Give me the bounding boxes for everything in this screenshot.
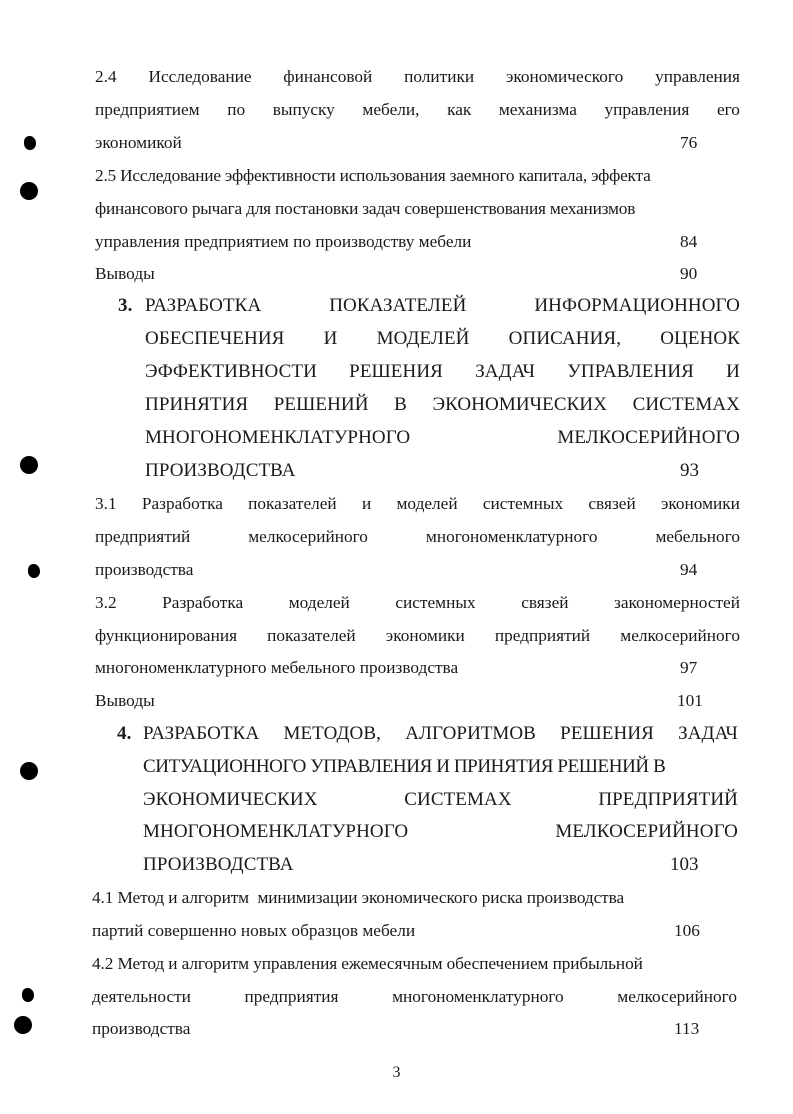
toc-entry-2-4-line1 xyxy=(95,60,740,93)
binder-hole xyxy=(20,182,38,200)
chapter-3-title-line1 xyxy=(145,289,740,322)
toc-word: управления xyxy=(655,67,740,86)
binder-mark xyxy=(28,564,40,578)
toc-word: мелкосерийного xyxy=(620,626,740,645)
toc-word: РАЗРАБОТКА xyxy=(145,295,262,316)
toc-entry-2-4-line3: экономикой xyxy=(95,133,182,152)
toc-word: ПРЕДПРИЯТИЙ xyxy=(598,789,738,810)
toc-word: многономенклатурного xyxy=(392,987,564,1006)
toc-word: ЭКОНОМИЧЕСКИХ xyxy=(432,394,608,415)
toc-word: механизма xyxy=(498,100,577,119)
chapter-3-title-line5 xyxy=(145,421,740,454)
chapter-4-title-line5: ПРОИЗВОДСТВА xyxy=(143,854,294,875)
toc-page-number: 97 xyxy=(680,658,698,677)
binder-mark xyxy=(24,136,36,150)
toc-word: ПРИНЯТИЯ xyxy=(145,394,249,415)
toc-word: МНОГОНОМЕНКЛАТУРНОГО xyxy=(143,821,409,842)
toc-word: финансовой xyxy=(283,67,373,86)
toc-word: И xyxy=(323,328,338,349)
toc-word: АЛГОРИТМОВ xyxy=(405,723,536,744)
toc-word: Разработка xyxy=(141,494,223,513)
toc-word: МЕЛКОСЕРИЙНОГО xyxy=(557,427,740,448)
toc-entry-4-2-line2 xyxy=(92,980,737,1013)
chapter-3-title-line2 xyxy=(145,322,740,355)
toc-word: ОБЕСПЕЧЕНИЯ xyxy=(145,328,285,349)
toc-word: МЕТОДОВ, xyxy=(283,723,381,744)
chapter-4-title-line2: СИТУАЦИОННОГО УПРАВЛЕНИЯ И ПРИНЯТИЯ РЕШЕНИЙ В xyxy=(143,756,666,777)
toc-entry-3-1-line1 xyxy=(95,487,740,520)
toc-word: деятельности xyxy=(92,987,191,1006)
toc-page-number: 84 xyxy=(680,232,698,251)
toc-word: РЕШЕНИЯ xyxy=(560,723,654,744)
toc-word: показателей xyxy=(248,494,337,513)
toc-word: ОЦЕНОК xyxy=(660,328,740,349)
toc-word: РАЗРАБОТКА xyxy=(143,723,260,744)
toc-entry-3-2-line3: многономенклатурного мебельного производства xyxy=(95,658,459,677)
toc-word: МЕЛКОСЕРИЙНОГО xyxy=(555,821,738,842)
toc-word: 2.4 xyxy=(95,67,117,86)
toc-word: мелкосерийного xyxy=(248,527,368,546)
toc-word: экономического xyxy=(505,67,624,86)
toc-word: функционирования xyxy=(95,626,238,645)
toc-entry-4-2-line1: 4.2 Метод и алгоритм управления ежемесячным обеспечением прибыльной xyxy=(92,954,643,973)
toc-word: МНОГОНОМЕНКЛАТУРНОГО xyxy=(145,427,411,448)
chapter-3-title-line4 xyxy=(145,388,740,421)
binder-hole xyxy=(20,456,38,474)
toc-word: СИСТЕМАХ xyxy=(404,789,512,810)
toc-word: ОПИСАНИЯ, xyxy=(508,328,622,349)
toc-word: мебельного xyxy=(655,527,740,546)
toc-word: мелкосерийного xyxy=(617,987,737,1006)
toc-word: Разработка xyxy=(162,593,244,612)
toc-word: ПОКАЗАТЕЛЕЙ xyxy=(329,295,467,316)
toc-word: выпуску xyxy=(272,100,335,119)
toc-word: связей xyxy=(521,593,569,612)
toc-page-number: 103 xyxy=(670,854,699,875)
binder-hole xyxy=(20,762,38,780)
toc-conclusions-2: Выводы xyxy=(95,264,155,283)
chapter-4-title-line1 xyxy=(143,717,738,750)
toc-page-number: 93 xyxy=(680,460,699,481)
toc-entry-4-1-line1: 4.1 Метод и алгоритм минимизации экономического риска производства xyxy=(92,888,625,907)
toc-word: ЭФФЕКТИВНОСТИ xyxy=(145,361,317,382)
toc-word: закономерностей xyxy=(614,593,740,612)
toc-word: ЭКОНОМИЧЕСКИХ xyxy=(143,789,318,810)
toc-word: ЗАДАЧ xyxy=(678,723,738,744)
toc-page-number: 76 xyxy=(680,133,698,152)
toc-word: РЕШЕНИЯ xyxy=(349,361,443,382)
toc-word: УПРАВЛЕНИЯ xyxy=(567,361,694,382)
toc-word: мебели, xyxy=(362,100,420,119)
toc-word: и xyxy=(361,494,372,513)
toc-word: моделей xyxy=(288,593,350,612)
toc-word: как xyxy=(447,100,472,119)
chapter-3-title-line6: ПРОИЗВОДСТВА xyxy=(145,460,296,481)
toc-entry-2-5-line1: 2.5 Исследование эффективности использования заемного капитала, эффекта xyxy=(95,166,651,185)
toc-word: В xyxy=(394,394,407,415)
toc-conclusions-3: Выводы xyxy=(95,691,155,710)
toc-entry-4-1-line2: партий совершенно новых образцов мебели xyxy=(92,921,416,940)
binder-mark xyxy=(22,988,34,1002)
toc-word: предприятия xyxy=(244,987,339,1006)
toc-word: МОДЕЛЕЙ xyxy=(376,328,470,349)
toc-word: системных xyxy=(395,593,476,612)
toc-word: И xyxy=(726,361,740,382)
toc-word: 3.1 xyxy=(95,494,117,513)
chapter-4-title-line3 xyxy=(143,783,738,816)
toc-entry-4-2-line3: производства xyxy=(92,1019,191,1038)
toc-entry-3-1-line2 xyxy=(95,520,740,553)
toc-word: экономики xyxy=(660,494,740,513)
toc-word: его xyxy=(716,100,740,119)
toc-entry-2-5-line3: управления предприятием по производству мебели xyxy=(95,232,472,251)
chapter-3-title-line3 xyxy=(145,355,740,388)
toc-word: СИСТЕМАХ xyxy=(632,394,740,415)
toc-word: предприятием xyxy=(95,100,200,119)
toc-word: управления xyxy=(604,100,690,119)
toc-word: показателей xyxy=(267,626,356,645)
toc-page-number: 101 xyxy=(677,691,703,710)
toc-word: предприятий xyxy=(95,527,191,546)
toc-word: многономенклатурного xyxy=(425,527,598,546)
toc-word: 3.2 xyxy=(95,593,117,612)
binder-hole xyxy=(14,1016,32,1034)
chapter-4-title-line4 xyxy=(143,815,738,848)
toc-entry-3-2-line1 xyxy=(95,586,740,619)
toc-word: по xyxy=(227,100,246,119)
toc-word: предприятий xyxy=(494,626,591,645)
chapter-3-number: 3. xyxy=(118,295,133,316)
toc-entry-2-5-line2: финансового рычага для постановки задач совершенствования механизмов xyxy=(95,199,636,218)
toc-page-number: 113 xyxy=(674,1019,700,1038)
toc-word: Исследование xyxy=(148,67,252,86)
toc-entry-3-2-line2 xyxy=(95,619,740,652)
toc-word: системных xyxy=(482,494,564,513)
toc-page-number: 90 xyxy=(680,264,698,283)
toc-word: связей xyxy=(588,494,636,513)
toc-word: РЕШЕНИЙ xyxy=(273,394,369,415)
toc-word: ИНФОРМАЦИОННОГО xyxy=(534,295,740,316)
toc-entry-2-4-line2 xyxy=(95,93,740,126)
chapter-4-number: 4. xyxy=(117,723,132,744)
toc-word: моделей xyxy=(396,494,458,513)
toc-word: экономики xyxy=(385,626,465,645)
page-number: 3 xyxy=(392,1064,401,1081)
toc-page-number: 94 xyxy=(680,560,698,579)
toc-page-number: 106 xyxy=(674,921,700,940)
toc-word: политики xyxy=(404,67,475,86)
toc-entry-3-1-line3: производства xyxy=(95,560,194,579)
toc-word: ЗАДАЧ xyxy=(475,361,536,382)
